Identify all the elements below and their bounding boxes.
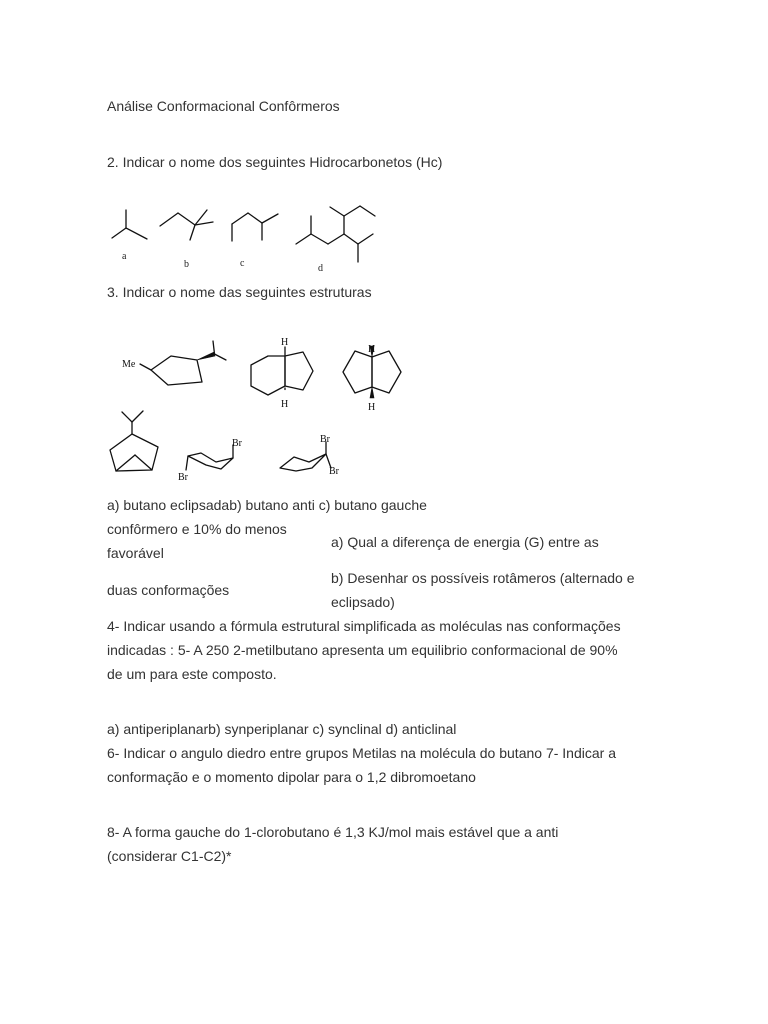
- label-b: b: [184, 259, 189, 270]
- right-column-line-1: a) Qual a diferença de energia (G) entre as: [331, 534, 599, 550]
- bicyclooctane: [343, 344, 401, 413]
- methyl-label: Me: [122, 359, 136, 370]
- hydrogen-top-label: H: [281, 337, 289, 348]
- hydrogen-upper-label: H: [368, 344, 376, 355]
- butane-options: a) butano eclipsadab) butano anti c) butano gauche: [107, 497, 427, 513]
- label-d: d: [318, 263, 323, 274]
- bromine-label: Br: [232, 438, 242, 449]
- dihedral-options: a) antiperiplanarb) synperiplanar c) synclinal d) anticlinal: [107, 721, 457, 737]
- left-column-line-2: favorável: [107, 545, 164, 561]
- structure-b: [160, 210, 213, 270]
- question-8-line-2: (considerar C1-C2)*: [107, 848, 232, 864]
- page-title: Análise Conformacional Confôrmeros: [107, 98, 340, 114]
- structure-a: [112, 210, 147, 262]
- dibromocyclohexane-chair-1: [178, 438, 243, 483]
- question-6-line-1: 6- Indicar o angulo diedro entre grupos Metilas na molécula do butano 7- Indicar a: [107, 745, 616, 761]
- methyl-isopropyl-cyclopentane: [122, 341, 226, 385]
- named-structures: [0, 330, 420, 490]
- bromine-label: Br: [178, 472, 188, 483]
- label-c: c: [240, 258, 245, 269]
- bromine-label: Br: [329, 466, 339, 477]
- structure-d: [296, 206, 375, 274]
- dibromocyclohexane-chair-2: [280, 434, 340, 477]
- left-column-line-1: confôrmero e 10% do menos: [107, 521, 287, 537]
- question-4-line-3: de um para este composto.: [107, 666, 277, 682]
- hydrogen-bottom-label: H: [281, 399, 289, 410]
- bromine-label: Br: [320, 434, 330, 445]
- question-8-line-1: 8- A forma gauche do 1-clorobutano é 1,3 KJ/mol mais estável que a anti: [107, 824, 559, 840]
- hydrindane: [251, 337, 313, 410]
- question-4-line-1: 4- Indicar usando a fórmula estrutural simplificada as moléculas nas conformações: [107, 618, 621, 634]
- right-column-line-2: b) Desenhar os possíveis rotâmeros (alternado e: [331, 570, 635, 586]
- left-column-line-3: duas conformações: [107, 582, 230, 598]
- bicyclic-dimethyl: [110, 411, 158, 471]
- question-3-prompt: 3. Indicar o nome das seguintes estruturas: [107, 284, 372, 300]
- label-a: a: [122, 251, 127, 262]
- hydrocarbon-structures: [0, 195, 400, 280]
- hydrogen-lower-label: H: [368, 402, 376, 413]
- question-4-line-2: indicadas : 5- A 250 2-metilbutano apresenta um equilibrio conformacional de 90%: [107, 642, 618, 658]
- structure-c: [232, 213, 278, 269]
- question-2-prompt: 2. Indicar o nome dos seguintes Hidrocarbonetos (Hc): [107, 154, 443, 170]
- question-6-line-2: conformação e o momento dipolar para o 1,2 dibromoetano: [107, 769, 476, 785]
- right-column-line-3: eclipsado): [331, 594, 395, 610]
